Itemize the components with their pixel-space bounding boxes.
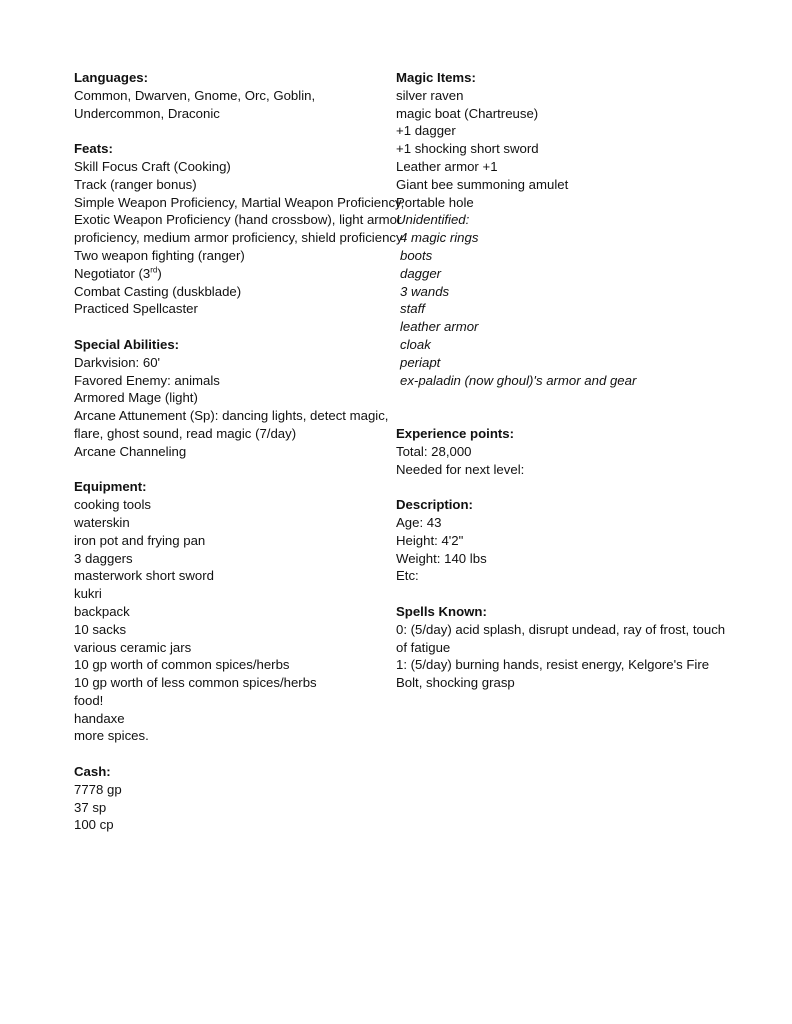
feat-item: Track (ranger bonus) (74, 176, 197, 192)
unidentified-item: boots (400, 247, 433, 263)
negotiator-text: Negotiator (3 (74, 265, 151, 281)
feat-item: Combat Casting (duskblade) (74, 283, 242, 299)
feat-item-negotiator (74, 265, 396, 283)
spell-line: of fatigue (396, 639, 451, 655)
description-heading: Description: (396, 497, 473, 513)
ability-item: flare, ghost sound, read magic (7/day) (74, 425, 297, 441)
negotiator-close: ) (157, 265, 162, 281)
equipment-item: iron pot and frying pan (74, 532, 206, 548)
description-item: Height: 4'2" (396, 532, 464, 548)
ability-item: Armored Mage (light) (74, 390, 198, 406)
description-item: Weight: 140 lbs (396, 550, 487, 566)
magic-item: Portable hole (396, 194, 474, 210)
experience-item: Needed for next level: (396, 461, 525, 477)
unidentified-item: ex-paladin (now ghoul)'s armor and gear (400, 372, 637, 388)
special-abilities-heading: Special Abilities: (74, 336, 180, 352)
equipment-item: cooking tools (74, 497, 151, 513)
feat-item: Simple Weapon Proficiency, Martial Weapon Proficiency, (74, 194, 405, 210)
magic-item: +1 shocking short sword (396, 141, 539, 157)
ability-item: Arcane Channeling (74, 443, 187, 459)
equipment-item: various ceramic jars (74, 639, 192, 655)
magic-item: +1 dagger (396, 123, 456, 139)
feat-item: Skill Focus Craft (Cooking) (74, 158, 231, 174)
cash-heading: Cash: (74, 764, 111, 780)
equipment-item: food! (74, 692, 104, 708)
magic-item: Giant bee summoning amulet (396, 176, 569, 192)
equipment-item: backpack (74, 603, 130, 619)
equipment-item: 10 sacks (74, 621, 127, 637)
feats-heading: Feats: (74, 141, 113, 157)
description-item: Etc: (396, 568, 419, 584)
equipment-item: masterwork short sword (74, 568, 214, 584)
languages-line: Common, Dwarven, Gnome, Orc, Goblin, (74, 87, 316, 103)
ability-item: Arcane Attunement (Sp): dancing lights, detect magic, (74, 408, 389, 424)
unidentified-item: dagger (400, 265, 442, 281)
magic-item: Leather armor +1 (396, 158, 498, 174)
feat-item: Two weapon fighting (ranger) (74, 247, 245, 263)
magic-item: silver raven (396, 87, 464, 103)
unidentified-item: leather armor (400, 319, 479, 335)
ability-item: Favored Enemy: animals (74, 372, 220, 388)
equipment-item: 10 gp worth of less common spices/herbs (74, 675, 317, 691)
cash-item: 7778 gp (74, 781, 122, 797)
unidentified-item: cloak (400, 336, 431, 352)
unidentified-item: staff (400, 301, 425, 317)
left-column (74, 69, 405, 834)
negotiator-superscript: rd (150, 265, 158, 275)
magic-item: magic boat (Chartreuse) (396, 105, 539, 121)
magic-items-heading: Magic Items: (396, 70, 476, 85)
feat-item: Practiced Spellcaster (74, 301, 198, 317)
unidentified-label: Unidentified: (396, 212, 470, 228)
feat-item: proficiency, medium armor proficiency, shield proficiency (74, 230, 403, 246)
ability-item: Darkvision: 60' (74, 354, 161, 370)
experience-item: Total: 28,000 (396, 443, 472, 459)
spell-line: Bolt, shocking grasp (396, 675, 515, 691)
feat-item: Exotic Weapon Proficiency (hand crossbow), light armor (74, 212, 402, 228)
equipment-item: waterskin (74, 514, 130, 530)
right-column (396, 69, 736, 692)
unidentified-item: 4 magic rings (400, 230, 479, 246)
unidentified-item: periapt (400, 354, 441, 370)
cash-item: 100 cp (74, 817, 114, 833)
description-item: Age: 43 (396, 514, 442, 530)
cash-item: 37 sp (74, 799, 107, 815)
spells-heading: Spells Known: (396, 603, 487, 619)
languages-line: Undercommon, Draconic (74, 105, 220, 121)
languages-heading: Languages: (74, 70, 149, 85)
equipment-item: 10 gp worth of common spices/herbs (74, 657, 290, 673)
unidentified-item: 3 wands (400, 283, 450, 299)
equipment-item: more spices. (74, 728, 149, 744)
equipment-item: 3 daggers (74, 550, 133, 566)
spell-line: 0: (5/day) acid splash, disrupt undead, ray of frost, touch (396, 621, 726, 637)
spell-line: 1: (5/day) burning hands, resist energy, Kelgore's Fire (396, 657, 710, 673)
equipment-heading: Equipment: (74, 479, 147, 495)
equipment-item: kukri (74, 586, 102, 602)
equipment-item: handaxe (74, 710, 125, 726)
experience-heading: Experience points: (396, 425, 514, 441)
